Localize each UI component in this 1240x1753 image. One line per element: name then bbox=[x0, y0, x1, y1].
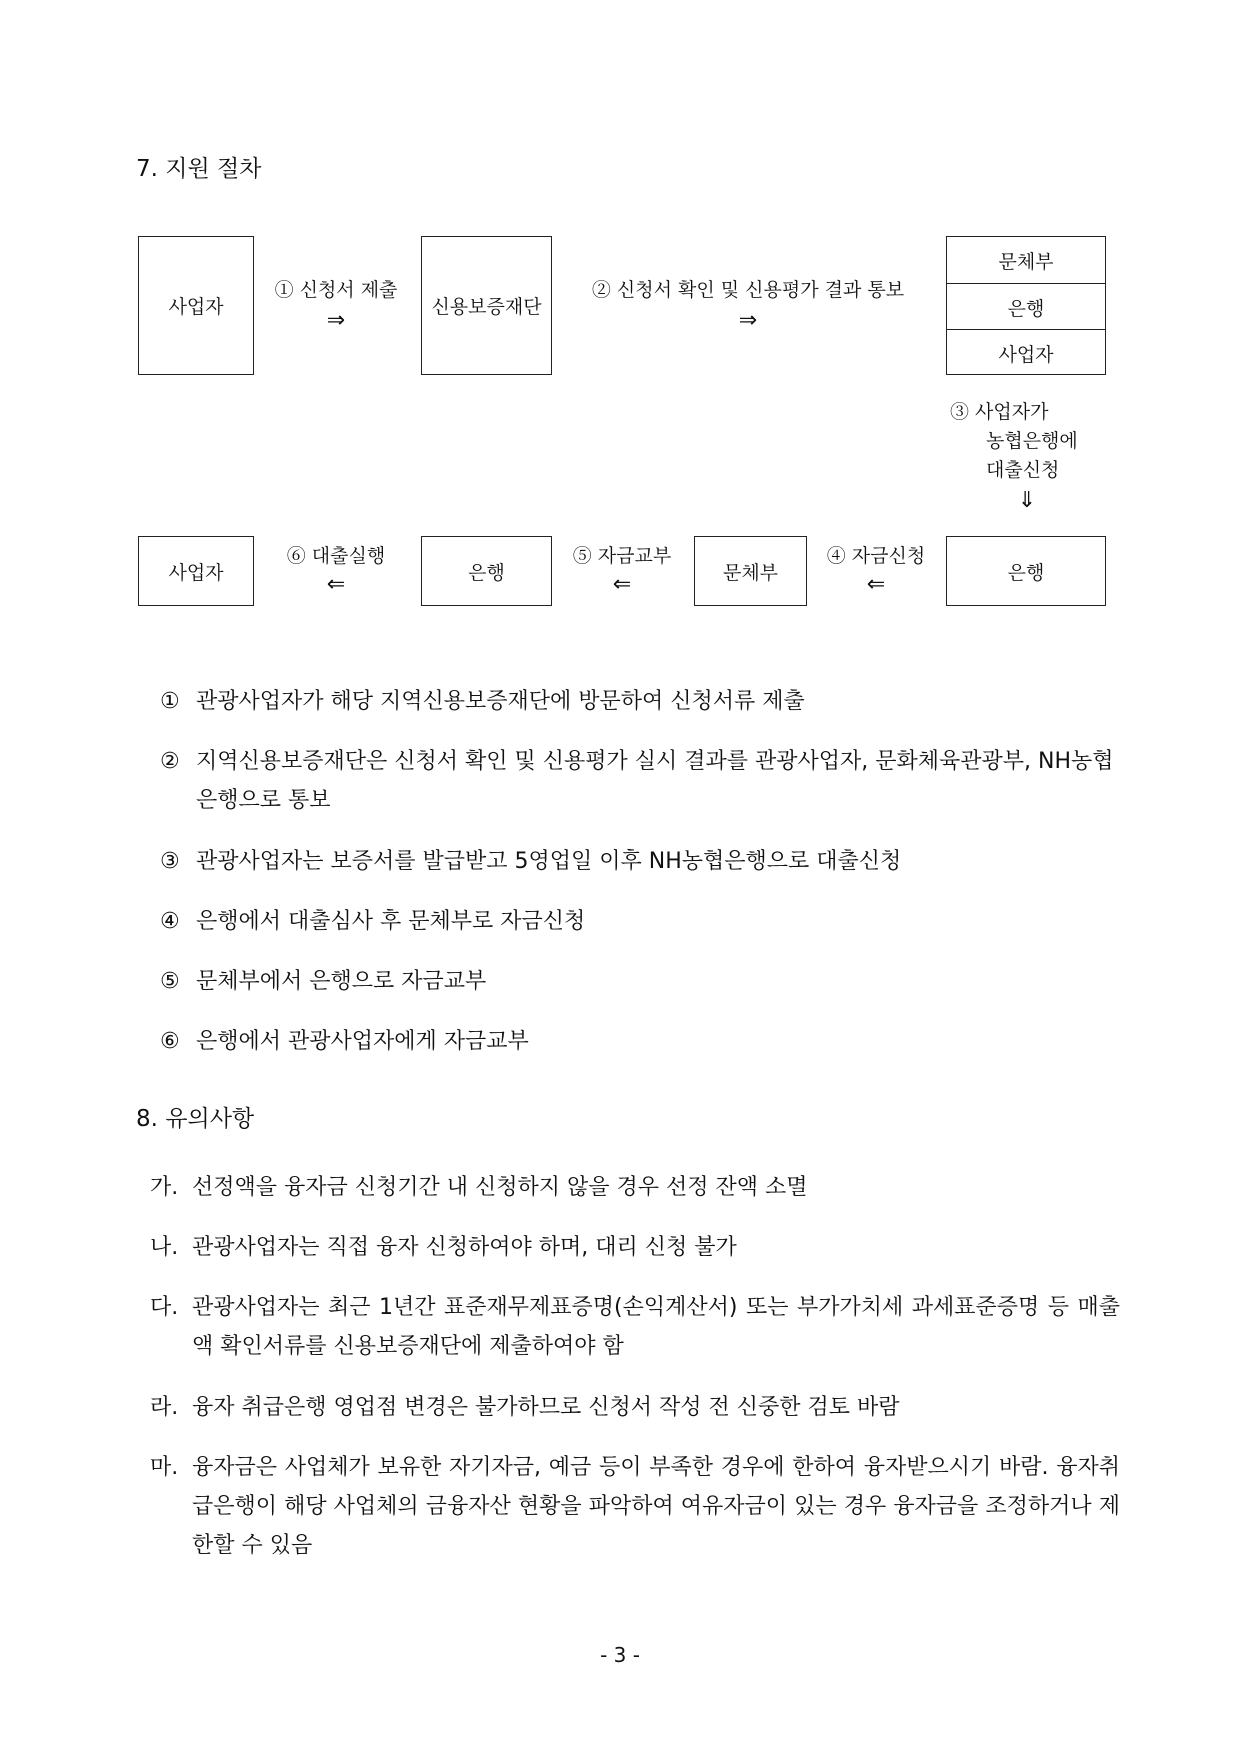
item-text: 융자 취급은행 영업점 변경은 불가하므로 신청서 작성 전 신중한 검토 바람 bbox=[192, 1395, 900, 1420]
list-item bbox=[160, 842, 1120, 881]
page-number: - 3 - bbox=[600, 1643, 640, 1667]
step-number: ③ bbox=[160, 849, 180, 874]
step3-line-1: ③ 사업자가 bbox=[950, 401, 1049, 423]
item-marker: 가. bbox=[150, 1175, 179, 1200]
step-text: 관광사업자가 해당 지역신용보증재단에 방문하여 신청서류 제출 bbox=[196, 689, 805, 714]
stack-cell-applicant: 사업자 bbox=[947, 329, 1105, 376]
box-bank-mid: 은행 bbox=[421, 536, 552, 606]
box-ministry: 문체부 bbox=[694, 536, 807, 606]
flow-label-step6: ⑥ 대출실행 bbox=[286, 545, 386, 567]
box-credit-guarantee-foundation: 신용보증재단 bbox=[421, 236, 552, 375]
step3-line-3: 대출신청 bbox=[986, 459, 1060, 481]
flow-label-step3 bbox=[950, 398, 1100, 485]
flow-label-step2: ② 신청서 확인 및 신용평가 결과 통보 bbox=[591, 279, 905, 301]
right-arrow-icon: ⇒ bbox=[326, 308, 346, 333]
flow-label-step4: ④ 자금신청 bbox=[826, 545, 926, 567]
step3-line-2: 농협은행에 bbox=[986, 430, 1078, 452]
step-text: 관광사업자는 보증서를 발급받고 5영업일 이후 NH농협은행으로 대출신청 bbox=[196, 849, 902, 874]
step-text: 은행에서 대출심사 후 문체부로 자금신청 bbox=[196, 909, 586, 934]
box-recipients-stack bbox=[946, 236, 1106, 375]
list-item bbox=[150, 1168, 1120, 1207]
list-item bbox=[150, 1288, 1120, 1366]
step-number: ⑥ bbox=[160, 1029, 180, 1054]
item-marker: 마. bbox=[150, 1455, 179, 1480]
section-7-title: 7. 지원 절차 bbox=[136, 156, 262, 182]
section-8-title: 8. 유의사항 bbox=[136, 1106, 255, 1132]
step-number: ① bbox=[160, 689, 180, 714]
step-number: ⑤ bbox=[160, 969, 180, 994]
left-arrow-icon: ⇐ bbox=[326, 572, 346, 597]
left-arrow-icon: ⇐ bbox=[866, 572, 886, 597]
list-item bbox=[150, 1228, 1120, 1267]
item-marker: 라. bbox=[150, 1395, 179, 1420]
item-marker: 다. bbox=[150, 1295, 179, 1320]
step-number: ② bbox=[160, 749, 180, 774]
item-text: 관광사업자는 최근 1년간 표준재무제표증명(손익계산서) 또는 부가가치세 과세표준증명 등 매출액 확인서류를 신용보증재단에 제출하여야 함 bbox=[192, 1295, 1120, 1359]
list-item bbox=[160, 682, 1120, 721]
list-item bbox=[160, 902, 1120, 941]
step-text: 지역신용보증재단은 신청서 확인 및 신용평가 실시 결과를 관광사업자, 문화체육관광부, NH농협은행으로 통보 bbox=[196, 749, 1114, 813]
item-text: 융자금은 사업체가 보유한 자기자금, 예금 등이 부족한 경우에 한하여 융자받으시기 바람. 융자취급은행이 해당 사업체의 금융자산 현황을 파악하여 여유자금이 있는 경우 융자금을 조정하거나 제한할 수 있음 bbox=[192, 1455, 1120, 1558]
box-applicant-top: 사업자 bbox=[138, 236, 254, 375]
box-applicant-bottom: 사업자 bbox=[138, 536, 254, 606]
step-number: ④ bbox=[160, 909, 180, 934]
box-bank-right: 은행 bbox=[946, 536, 1106, 606]
step-text: 은행에서 관광사업자에게 자금교부 bbox=[196, 1029, 529, 1054]
step-text: 문체부에서 은행으로 자금교부 bbox=[196, 969, 487, 994]
list-item bbox=[150, 1388, 1120, 1427]
item-text: 관광사업자는 직접 융자 신청하여야 하며, 대리 신청 불가 bbox=[192, 1235, 737, 1260]
list-item bbox=[160, 742, 1120, 820]
right-arrow-icon: ⇒ bbox=[738, 308, 758, 333]
item-text: 선정액을 융자금 신청기간 내 신청하지 않을 경우 선정 잔액 소멸 bbox=[192, 1175, 808, 1200]
item-marker: 나. bbox=[150, 1235, 179, 1260]
list-item bbox=[150, 1448, 1120, 1565]
down-arrow-icon: ⇓ bbox=[1017, 488, 1037, 513]
left-arrow-icon: ⇐ bbox=[612, 572, 632, 597]
stack-cell-ministry: 문체부 bbox=[998, 250, 1054, 273]
list-item bbox=[160, 1022, 1120, 1061]
stack-cell-bank: 은행 bbox=[947, 283, 1105, 330]
flow-label-step1: ① 신청서 제출 bbox=[274, 279, 398, 301]
flow-label-step5: ⑤ 자금교부 bbox=[572, 545, 672, 567]
list-item bbox=[160, 962, 1120, 1001]
